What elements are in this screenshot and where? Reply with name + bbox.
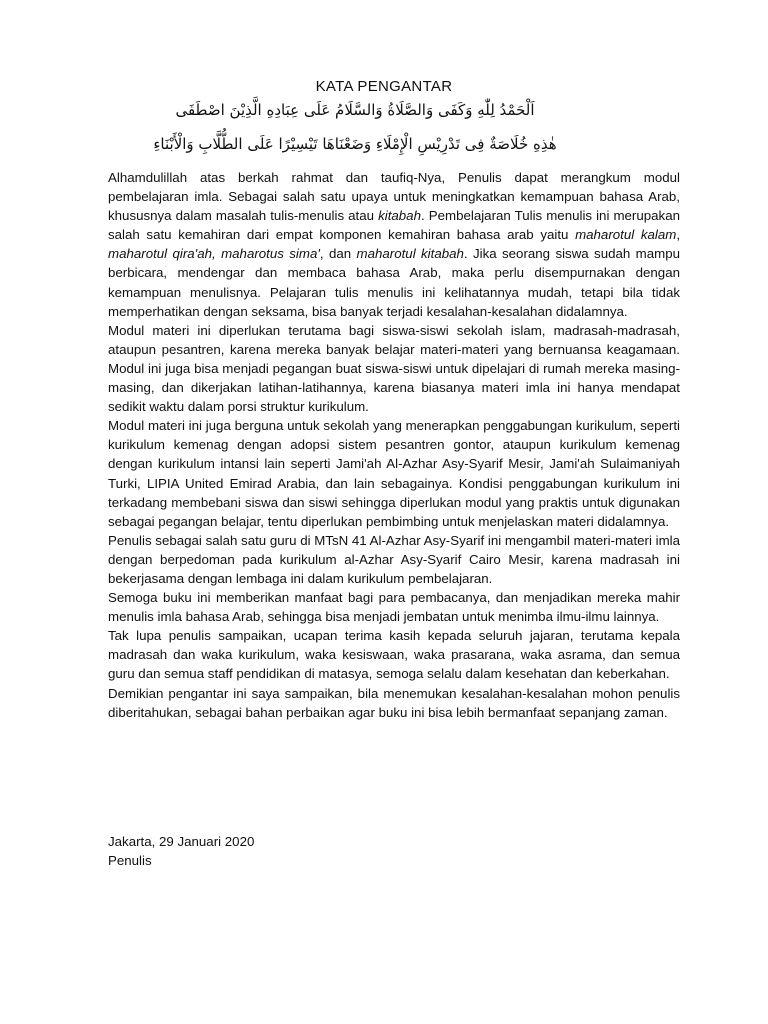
term-kitabah: kitabah [378,208,421,224]
paragraph-1-text-d: , dan [319,246,357,262]
paragraph-3: Modul materi ini juga berguna untuk sekolah yang menerapkan penggabungan kurikulum, seperti kurikulum kemenag dengan adopsi sistem pesantren gontor, ataupun kurikulum kemenag dengan kurikulum intansi lain seperti Jami'ah Al-Azhar Asy-Syarif Mesir, Jami'ah Sulaimaniyah Turki, LIPIA United Emirad Arabia, dan lain sebagainya. Kondisi penggabungan kurikulum ini terkadang membebani siswa dan siswi sehingga diperlukan modul yang praktis untuk digunakan sebagai pegangan belajar, tentu diperlukan pembimbing untuk menjelaskan materi didalamnya. [108,418,680,529]
paragraph-1-text-e: . Jika seorang siswa sudah mampu berbicara, mendengar dan membaca bahasa Arab, maka perlu disempurnakan dengan kemampuan menulisnya. Pelajaran tulis menulis ini kelihatannya mudah, tetapi bila tidak memperhatikan dengan seksama, bisa banyak terjadi kesalahan-kesalahan didalamnya. [108,246,681,319]
body-text [108,168,680,722]
paragraph-1 [108,168,680,321]
arabic-opening-line-1: اَلْحَمْدُ لِلّٰهِ وَكَفَى وَالصَّلَاةُ وَالسَّلَامُ عَلَى عِبَادِهِ الَّذِيْنَ اصْطَفَى [175,101,535,119]
term-maharotul-kalam: maharotul kalam [575,227,677,243]
page-title: KATA PENGANTAR [315,78,453,95]
paragraph-1-text-a: Alhamdulillah atas berkah rahmat dan taufiq-Nya, Penulis dapat merangkum modul pembelajaran imla. Sebagai salah satu upaya untuk meningkatkan kemampuan bahasa Arab, khususnya dalam masalah tulis-menulis atau [108,170,680,224]
arabic-opening-line-2: هٰذِهِ خُلَاصَةٌ فِى تَدْرِيْسِ الْإِمْلَاءِ وَضَعْنَاهَا تَيْسِيْرًا عَلَى الطُّلَّابِ وَالْأَبْنَاءِ [153,135,557,153]
paragraph-5: Semoga buku ini memberikan manfaat bagi para pembacanya, dan menjadikan mereka mahir menulis imla bahasa Arab, sehingga bisa menjadi jembatan untuk menimba ilmu-ilmu lainnya. [108,590,680,625]
signature-author: Penulis [108,853,152,869]
paragraph-1-text-c: , [676,227,681,243]
term-maharotul-kitabah: maharotul kitabah [356,246,464,262]
paragraph-2: Modul materi ini diperlukan terutama bagi siswa-siswi sekolah islam, madrasah-madrasah, ataupun pesantren, karena mereka banyak belajar materi-materi yang bernuansa keagamaan. Modul ini juga bisa menjadi pegangan buat siswa-siswi untuk dipelajari di rumah mereka masing-masing, dan dikerjakan latihan-latihannya, karena biasanya materi imla ini hanya mendapat sedikit waktu dalam porsi struktur kurikulum. [108,322,680,415]
place-date: Jakarta, 29 Januari 2020 [108,834,255,849]
paragraph-7: Demikian pengantar ini saya sampaikan, bila menemukan kesalahan-kesalahan mohon penulis diberitahukan, sebagai bahan perbaikan agar buku ini bisa lebih bermanfaat sepanjang zaman. [108,685,680,720]
closing-block [108,832,254,870]
term-maharotul-qiraah-sima: maharotul qira'ah, maharotus sima' [108,246,320,262]
paragraph-6: Tak lupa penulis sampaikan, ucapan terima kasih kepada seluruh jajaran, terutama kepala madrasah dan waka kurikulum, waka kesiswaan, waka prasarana, waka asrama, dan semua guru dan semua staff pendidikan di matasya, semoga selalu dalam kesehatan dan keberkahan. [108,628,680,682]
paragraph-1-text-b: . Pembelajaran Tulis menulis ini merupakan salah satu kemahiran dari empat komponen kemahiran bahasa arab yaitu [108,208,680,243]
paragraph-4: Penulis sebagai salah satu guru di MTsN 41 Al-Azhar Asy-Syarif ini mengambil materi-materi imla dengan berpedoman pada kurikulum al-Azhar Asy-Syarif Cairo Mesir, karena madrasah ini bekerjasama dengan lembaga ini dalam kurikulum pembelajaran. [108,532,680,586]
